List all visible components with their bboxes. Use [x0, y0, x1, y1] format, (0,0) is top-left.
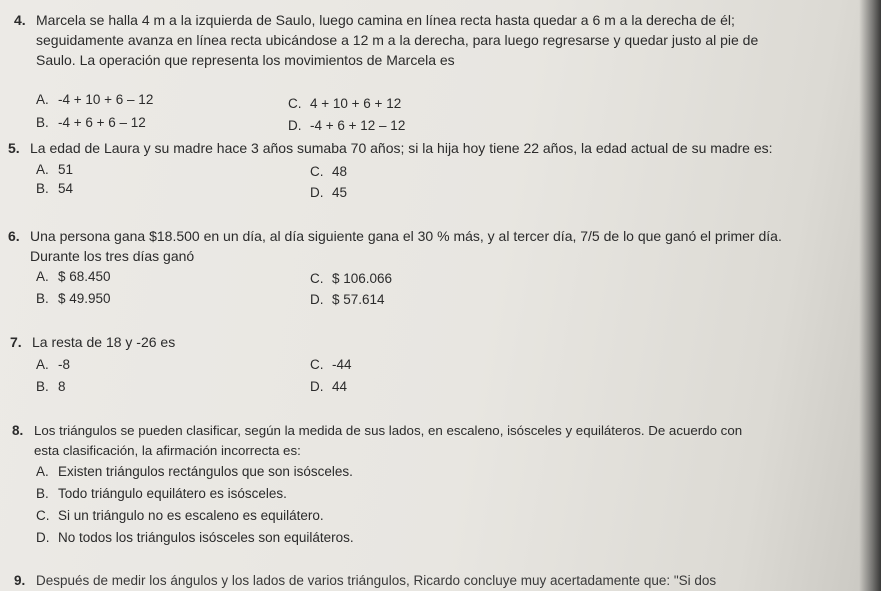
question-8-option-b: B. Todo triángulo equilátero es isósceles. — [36, 486, 287, 501]
question-4-option-a: A. -4 + 10 + 6 – 12 — [36, 92, 154, 107]
question-9-number: 9. — [14, 573, 26, 588]
question-9-line-1: Después de medir los ángulos y los lados de varios triángulos, Ricardo concluye muy acertadamente que: "Si dos — [36, 573, 717, 588]
question-7-option-b: B. 8 — [36, 379, 66, 394]
question-4-line-3: Saulo. La operación que representa los movimientos de Marcela es — [36, 52, 455, 68]
question-4-line-2: seguidamente avanza en línea recta ubicándose a 12 m a la derecha, para luego regresarse y quedar justo al pie de — [36, 32, 759, 48]
question-5-number: 5. — [8, 140, 20, 156]
question-6-line-1: Una persona gana $18.500 en un día, al día siguiente gana el 30 % más, y al tercer día, 7/5 de lo que ganó el primer día. — [30, 228, 782, 244]
question-8-option-d: D. No todos los triángulos isósceles son equiláteros. — [36, 530, 354, 545]
question-5-option-c: C. 48 — [310, 164, 348, 179]
question-5-option-d: D. 45 — [310, 185, 348, 200]
question-7-option-a: A. -8 — [36, 357, 71, 372]
question-7-line-1: La resta de 18 y -26 es — [32, 334, 176, 350]
question-8-option-a: A. Existen triángulos rectángulos que son isósceles. — [36, 464, 353, 479]
question-8-option-c: C. Si un triángulo no es escaleno es equilátero. — [36, 508, 324, 523]
question-7-option-d: D. 44 — [310, 379, 348, 394]
question-4-option-d: D. -4 + 6 + 12 – 12 — [288, 118, 406, 133]
question-6-number: 6. — [8, 228, 20, 244]
question-8-line-2: esta clasificación, la afirmación incorrecta es: — [34, 443, 301, 458]
question-7-number: 7. — [10, 334, 22, 350]
question-6-option-c: C. $ 106.066 — [310, 271, 393, 286]
question-6-option-b: B. $ 49.950 — [36, 291, 111, 306]
question-8-line-1: Los triángulos se pueden clasificar, según la medida de sus lados, en escaleno, isósceles y equiláteros. De acuerdo con — [34, 423, 743, 438]
question-7-option-c: C. -44 — [310, 357, 352, 372]
question-4-line-1: Marcela se halla 4 m a la izquierda de Saulo, luego camina en línea recta hasta quedar a 6 m a la derecha de él; — [36, 12, 735, 28]
question-4-number: 4. — [14, 12, 26, 28]
page-edge-shadow — [859, 0, 881, 591]
question-8-number: 8. — [12, 423, 24, 438]
question-5-line-1: La edad de Laura y su madre hace 3 años sumaba 70 años; si la hija hoy tiene 22 años, la edad actual de su madre es: — [30, 140, 773, 156]
question-5-option-b: B. 54 — [36, 181, 74, 196]
question-6-option-a: A. $ 68.450 — [36, 269, 111, 284]
question-4-option-c: C. 4 + 10 + 6 + 12 — [288, 96, 402, 111]
question-6-option-d: D. $ 57.614 — [310, 292, 385, 307]
question-4-option-b: B. -4 + 6 + 6 – 12 — [36, 115, 146, 130]
question-6-line-2: Durante los tres días ganó — [30, 248, 195, 264]
question-5-option-a: A. 51 — [36, 162, 74, 177]
